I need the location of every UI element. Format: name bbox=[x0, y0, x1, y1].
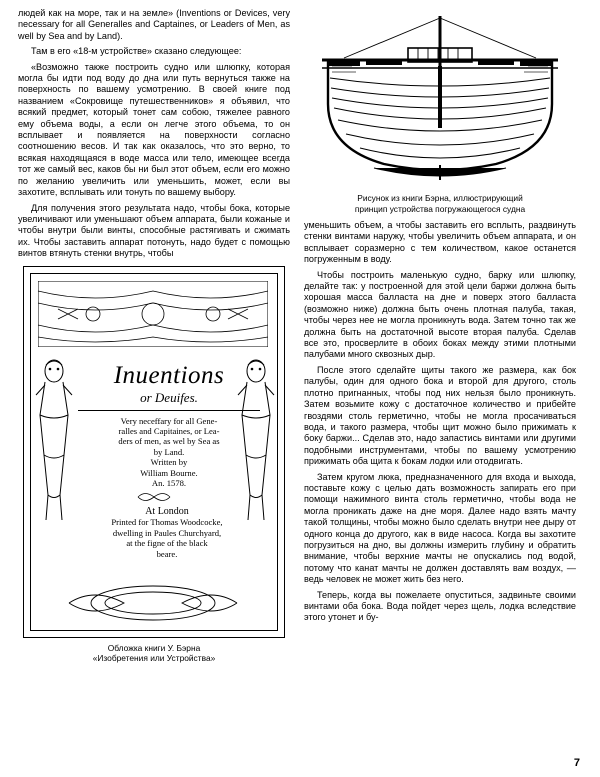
caption-line: принцип устройства погружающегося судна bbox=[354, 203, 526, 214]
paragraph: Теперь, когда вы пожелаете опуститься, задвиньте своими винтами оба бока. Вода пойдет через щель, лодка вследствие этого утонет и бу- bbox=[304, 589, 576, 623]
cover-title-block bbox=[72, 363, 266, 489]
book-cover-figure bbox=[23, 266, 285, 638]
figure-caption bbox=[304, 193, 576, 214]
caption-line: «Изобретения или Устройства» bbox=[92, 653, 216, 664]
cover-mid-ornament-icon bbox=[136, 489, 172, 505]
cover-top-ornament-icon bbox=[38, 281, 268, 347]
ship-engraving-figure bbox=[304, 8, 576, 188]
cover-body-line: Very neceffary for all Gene- bbox=[120, 415, 218, 426]
imprint-line: At London bbox=[145, 505, 189, 517]
paragraph: людей как на море, так и на земле» (Inventions or Devices, very necessary for all Generalles and Captaines, or Leaders of Men, as well by Sea and by Land). bbox=[18, 8, 290, 41]
imprint-line: at the figne of the black bbox=[126, 538, 208, 549]
cover-body-line: ders of men, as wel by Sea as bbox=[118, 436, 220, 447]
paragraph: Чтобы построить маленькую судно, барку или шлюпку, делайте так: у построенной для этой цели баржи должна быть хорошая масса балласта на дне и поверх этого балласта (возможно ниже) должна быть очень плотная палуба, такая, чтобы через нее не могла проникнуть вода. Затем точно так же должна быть на достаточной высоте вторая палуба. Сделав все это, просверлите в обоих боках между этими плотными палубами много сквозных дыр. bbox=[304, 269, 576, 360]
paragraph: Затем кругом люка, предназначенного для входа и выхода, поставьте кожу с целью дать возможность запирать его при помощи нажимного винта столь герметично, чтобы вода не могла проникать даже на дне моря. Далее надо взять мачту такой толщины, чтобы можно было сделать внутри нее дыру от одного конца до другого, как в виде насоса. Когда вы захотите погрузиться на дно, вы должны измерить глубину и обратить внимание, чтобы верхние мачты не опускались под водой, потому что канат мачты не должен доставлять вам воздух, — ведь человек не может жить без него. bbox=[304, 471, 576, 585]
two-column-layout bbox=[18, 8, 582, 748]
imprint-line: dwelling in Paules Churchyard, bbox=[112, 527, 222, 538]
paragraph: Для получения этого результата надо, чтобы бока, которые увеличивают или уменьшают объем аппарата, были кожаные и чтобы внутри были винты, способные растягивать и сжимать их. Чтобы заставить аппарат потонуть, надо будет с помощью винтов втянуть стенки внутрь, чтобы bbox=[18, 202, 290, 259]
paragraph: уменьшить объем, а чтобы заставить его всплыть, раздвинуть стенки винтами наружу, чтобы увеличить объем аппарата, и он всплывает соразмерно с тем количеством, какое останется погруженным в воду. bbox=[304, 220, 576, 265]
cover-imprint bbox=[64, 507, 270, 560]
paragraph: «Возможно также построить судно или шлюпку, которая могла бы идти под воду до дна или путь вернуться также на поверхность по вашему усмотрению. В своей книге под названием «Сокровище путешественников» я объявил, что всякий предмет, который тонет сам собою, тяжелее равного ему объема воды, а если он легче этого объема, то он всплывает и появляется на поверхности согласно соотношению весов. И так как оказалось, что это верно, то всякая находящаяся в воде масса или тело, имеющее всегда тот же самый вес, каков бы ни был этот объем, если его можно по желанию увеличить или уменьшить, может, если вы захотите, всплывать или тонуть по вашему выбору. bbox=[18, 61, 290, 198]
cover-title: Inuentions bbox=[113, 361, 225, 389]
cover-bottom-ornament-icon bbox=[64, 581, 242, 625]
caption-line: Обложка книги У. Бэрна bbox=[107, 642, 201, 653]
cover-body-line: An. 1578. bbox=[151, 477, 187, 488]
cover-body-line: ralles and Capitaines, or Lea- bbox=[118, 425, 220, 436]
decorative-figure-left-icon bbox=[34, 355, 74, 525]
figure-caption bbox=[18, 643, 290, 664]
cover-body-line: by Land. bbox=[153, 446, 185, 457]
right-column bbox=[304, 8, 576, 748]
paragraph: После этого сделайте щиты такого же размера, как бок палубы, один для одного бока и второй для другого, столь плотно пригнанных, чтобы под них нельзя было проникнуть. Затем возьмите кожу с достаточное количество и прибейте гвоздями столь герметично, чтобы не могла просачиваться вода, и такого размера, чтобы щит можно было прижимать к боку баржи... Сделав это, надо запастись винтами или другими подобными инструментами, чтобы по вашему усмотрению прижимать оба щита к бокам лодки или отодвигать. bbox=[304, 364, 576, 467]
imprint-line: beare. bbox=[156, 548, 178, 559]
submersible-ship-illustration-icon bbox=[304, 8, 576, 188]
left-column bbox=[18, 8, 290, 748]
paragraph: Там в его «18-м устройстве» сказано следующее: bbox=[31, 46, 242, 57]
page-number: 7 bbox=[573, 757, 580, 769]
cover-body-text bbox=[72, 416, 266, 489]
cover-body-line: Written by bbox=[150, 457, 188, 468]
cover-body-line: William Bourne. bbox=[140, 467, 198, 478]
imprint-line: Printed for Thomas Woodcocke, bbox=[111, 517, 223, 528]
caption-line: Рисунок из книги Бэрна, иллюстрирующий bbox=[357, 193, 523, 203]
cover-divider bbox=[78, 410, 260, 411]
cover-subtitle: or Deuifes. bbox=[140, 389, 198, 405]
